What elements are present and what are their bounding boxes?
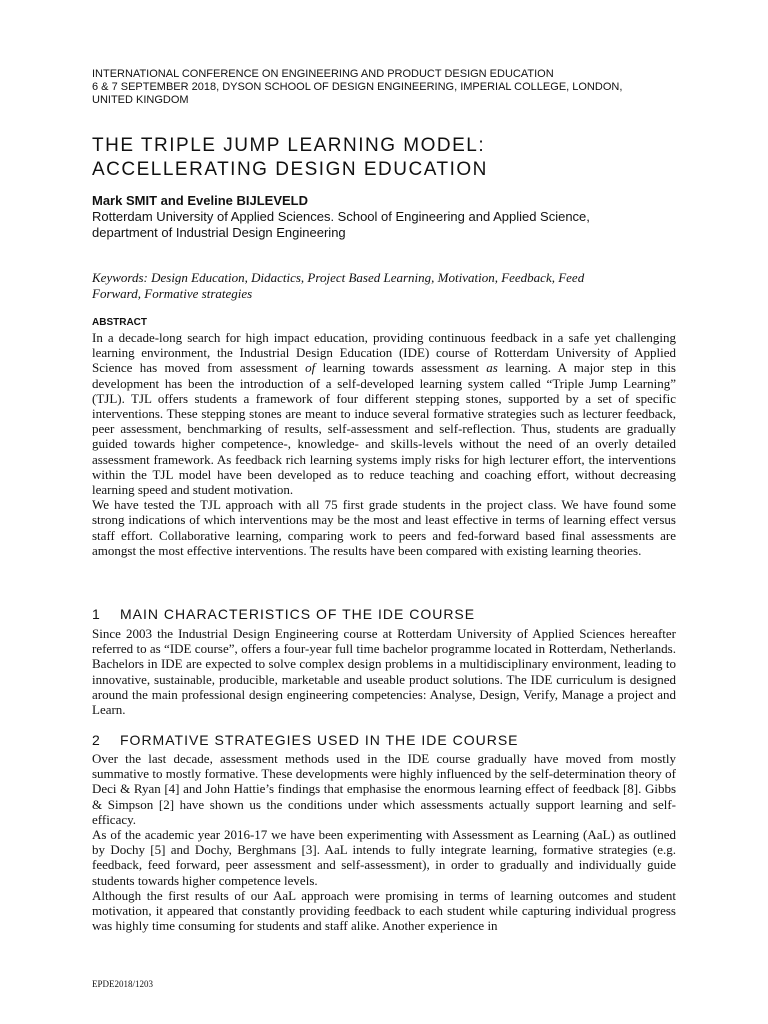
section-1-body <box>92 626 676 717</box>
abstract-paragraph-1 <box>92 330 676 497</box>
abstract-emphasis-as: as <box>486 360 498 376</box>
paper-title <box>92 134 692 182</box>
section-1-paragraph-1: Since 2003 the Industrial Design Engineering course at Rotterdam University of Applied Sciences hereafter referred to as “IDE course”, offers a four-year full time bachelor programme located in Rotterdam, Netherlands. Bachelors in IDE are expected to solve complex design problems in a multidisciplinary environment, leading to innovative, sustainable, producible, marketable and useable product solutions. The IDE curriculum is designed around the main professional design engineering competencies: Analyse, Design, Verify, Manage a project and Learn. <box>92 626 676 718</box>
conference-line-3: UNITED KINGDOM <box>92 94 189 106</box>
section-1-number: 1 <box>92 606 101 622</box>
section-1-heading <box>92 606 475 622</box>
section-2-paragraph-2: As of the academic year 2016-17 we have been experimenting with Assessment as Learning (AaL) as outlined by Dochy [5] and Dochy, Berghmans [3]. AaL intends to fully integrate learning, formative strategies (e.g. feedback, feed forward, peer assessment and self-assessment), in order to gradually and individually guide students towards higher competence levels. <box>92 827 676 888</box>
abstract-emphasis-of: of <box>305 360 316 376</box>
affiliation-line-2: department of Industrial Design Engineering <box>92 225 346 240</box>
title-line-1: THE TRIPLE JUMP LEARNING MODEL: <box>92 135 486 156</box>
section-2-body <box>92 751 676 933</box>
authors: Mark SMIT and Eveline BIJLEVELD <box>92 193 308 208</box>
section-1-title: MAIN CHARACTERISTICS OF THE IDE COURSE <box>120 606 476 622</box>
abstract-heading: ABSTRACT <box>92 317 147 328</box>
keywords <box>92 270 682 302</box>
section-2-title: FORMATIVE STRATEGIES USED IN THE IDE COURSE <box>120 732 519 748</box>
keywords-line-2: Forward, Formative strategies <box>92 286 253 301</box>
title-line-2: ACCELLERATING DESIGN EDUCATION <box>92 159 488 180</box>
keywords-line-1: Keywords: Design Education, Didactics, Project Based Learning, Motivation, Feedback, Feed <box>92 270 585 285</box>
conference-line-2: 6 & 7 SEPTEMBER 2018, DYSON SCHOOL OF DESIGN ENGINEERING, IMPERIAL COLLEGE, LONDON, <box>92 81 623 93</box>
abstract-text-c: learning. A major step in this development has been the introduction of a self-developed learning system called “Triple Jump Learning” (TJL). TJL offers students a framework of four different stepping stones, supported by a set of specific interventions. These stepping stones are meant to induce several formative strategies such as lecturer feedback, peer assessment, benchmarking of results, self-assessment and self-reflection. Thus, students are gradually guided towards higher competence-, knowledge- and skills-levels without the need of an overly detailed assessment framework. As feedback rich learning systems imply risks for high lecturer effort, the interventions within the TJL model have been developed as to reduce teaching and coaching effort, without decreasing learning speed and student motivation. <box>92 360 676 498</box>
page-footer-id: EPDE2018/1203 <box>92 979 154 989</box>
abstract-body <box>92 330 676 558</box>
abstract-paragraph-2: We have tested the TJL approach with all 75 first grade students in the project class. We have found some strong indications of which interventions may be the most and least effective in terms of learning effect versus staff effort. Collaborative learning, comparing work to peers and fed-forward based final assessments are amongst the most effective interventions. The results have been compared with existing learning theories. <box>92 497 676 558</box>
abstract-text-b: learning towards assessment <box>315 360 487 376</box>
affiliation <box>92 209 692 241</box>
abstract-text-a: In a decade-long search for high impact education, providing continuous feedback in a safe yet challenging learning environment, the Industrial Design Education (IDE) course of Rotterdam University of Applied Science has moved from assessment <box>92 330 676 376</box>
conference-line-1: INTERNATIONAL CONFERENCE ON ENGINEERING AND PRODUCT DESIGN EDUCATION <box>92 68 554 80</box>
conference-header <box>92 68 692 107</box>
section-2-heading <box>92 732 519 748</box>
section-2-paragraph-3: Although the first results of our AaL approach were promising in terms of learning outcomes and student motivation, it appeared that constantly providing feedback to each student while capturing individual progress was highly time consuming for students and staff alike. Another experience in <box>92 887 676 934</box>
section-2-number: 2 <box>92 732 101 748</box>
affiliation-line-1: Rotterdam University of Applied Sciences. School of Engineering and Applied Science, <box>92 209 590 224</box>
section-2-paragraph-1: Over the last decade, assessment methods used in the IDE course gradually have moved from mostly summative to mostly formative. These developments were highly influenced by the self-determination theory of Deci & Ryan [4] and John Hattie’s findings that emphasise the enormous learning effect of feedback [8]. Gibbs & Simpson [2] have shown us the conditions under which assessments actually support learning and self-efficacy. <box>92 751 676 827</box>
